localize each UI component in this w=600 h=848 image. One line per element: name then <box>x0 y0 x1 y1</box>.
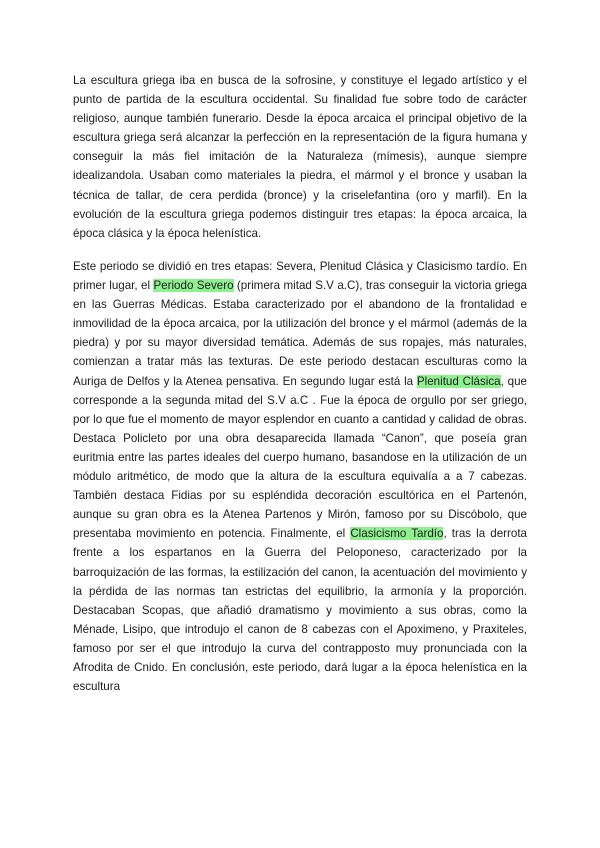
paragraph-periods-text-1: Este periodo se dividió en tres etapas: Severa, Plenitud Clásica y Clasicismo tardío. En primer lugar, el <box>73 260 527 293</box>
highlight-clasicismo-tardio: Clasicismo Tardío <box>350 527 444 541</box>
paragraph-periods-text-3: , que corresponde a la segunda mitad del S.V a.C . Fue la época de orgullo por ser griego, por lo que fue el momento de mayor esplendor en cuanto a cantidad y calidad de obras. Destaca Policleto por una obra desaparecida llamada “Canon”, que poseía gran euritmia entre las partes ideales del cuerpo humano, basandose en la utilización de un módulo aritmético, de modo que la altura de la escultura equivalía a a 7 cabezas. También destaca Fidias por su espléndida decoración escultórica en el Partenón, aunque su gran obra es la Atenea Partenos y Mirón, famoso por su Discóbolo, que presentaba movimiento en potencia. Finalmente, el <box>73 374 527 541</box>
paragraph-periods <box>73 257 527 696</box>
paragraph-intro: La escultura griega iba en busca de la sofrosine, y constituye el legado artístico y el punto de partida de la escultura occidental. Su finalidad fue sobre todo de carácter religioso, aunque también funerario. Desde la época arcaica el principal objetivo de la escultura griega será alcanzar la perfección en la representación de la figura humana y conseguir la más fiel imitación de la Naturaleza (mímesis), aunque siempre idealizandola. Usaban como materiales la piedra, el mármol y el bronce y usaban la técnica de tallar, de cera perdida (bronce) y la criselefantina (oro y marfil). En la evolución de la escultura griega podemos distinguir tres etapas: la época arcaica, la época clásica y la época helenística. <box>73 74 527 240</box>
paragraph-periods-text-4: , tras la derrota frente a los espartanos en la Guerra del Peloponeso, caracterizado por la barroquización de las formas, la estilización del canon, la acentuación del movimiento y la pérdida de las normas tan estrictas del equilibrio, la armonía y la proporción. Destacaban Scopas, que añadió dramatismo y movimiento a sus obras, como la Ménade, Lisipo, que introdujo el canon de 8 cabezas con el Apoximeno, y Praxiteles, famoso por ser el que introdujo la curva del contrapposto muy pronunciada con la Afrodita de Cnido. En conclusión, este periodo, dará lugar a la época helenística en la escultura <box>73 527 527 694</box>
paragraph-periods-text-2: (primera mitad S.V a.C), tras conseguir la victoria griega en las Guerras Médicas. Estaba caracterizado por el abandono de la frontalidad e inmovilidad de la época arcaica, por la utilización del bronce y el mármol (además de la piedra) y por su mayor diversidad temática. Además de sus ropajes, más naturales, comienzan a tratar más las texturas. De este periodo destacan esculturas como la Auriga de Delfos y la Atenea pensativa. En segundo lugar está la <box>73 279 527 388</box>
highlight-periodo-severo: Periodo Severo <box>153 279 234 293</box>
highlight-plenitud-clasica: Plenitud Clásica <box>416 374 501 388</box>
